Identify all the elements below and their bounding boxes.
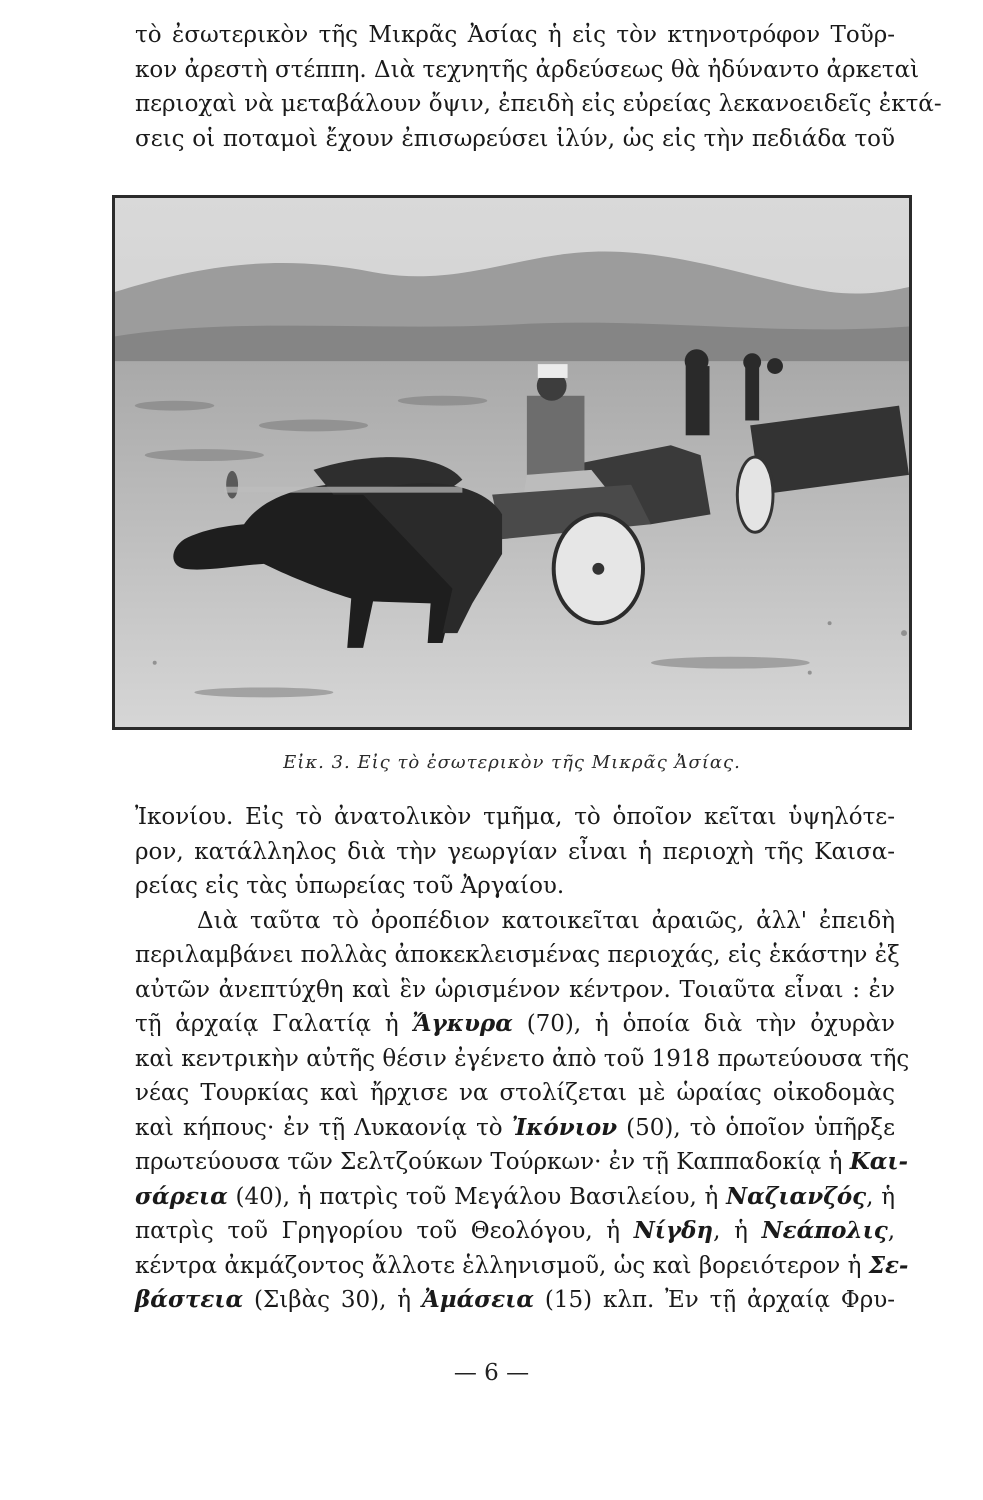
place-name: Ναζιανζός (726, 1182, 867, 1210)
text-run: Ἰκονίου. Εἰς τὸ ἀνατολικὸν τμῆμα, τὸ ὁποῖον κεῖται ὑψηλότε- (135, 804, 895, 830)
text-run: πρωτεύουσα τῶν Σελτζούκων Τούρκων· ἐν τῇ Καππαδοκίᾳ ἡ (135, 1149, 850, 1175)
text-line (135, 1076, 895, 1111)
text-line (135, 1214, 895, 1249)
text-run: κέντρα ἀκμάζοντος ἄλλοτε ἑλληνισμοῦ, ὡς καὶ βορειότερον ἡ (135, 1252, 869, 1279)
text-run: ρον, κατάλληλος διὰ τὴν γεωργίαν εἶναι ἡ περιοχὴ τῆς Καισα- (135, 838, 895, 865)
text-run: (50), τὸ ὁποῖον ὑπῆρξε (617, 1114, 895, 1141)
text-run: (40), ἡ πατρὶς τοῦ Μεγάλου Βασιλείου, ἡ (227, 1183, 727, 1210)
text-line (135, 904, 895, 939)
text-run: (Σιβὰς 30), ἡ (243, 1287, 422, 1313)
text-line: κον ἀρεστὴ στέππη. Διὰ τεχνητῆς ἀρδεύσεως θὰ ἠδύναντο ἀρκεταὶ (135, 56, 920, 83)
place-name: Ἄγκυρα (412, 1010, 513, 1037)
place-name: Σε- (868, 1251, 909, 1279)
place-name: Νεάπολις (761, 1217, 888, 1244)
place-name: Και- (849, 1148, 909, 1175)
photograph-ox-carts (112, 195, 912, 730)
text-run: περιλαμβάνει πολλὰς ἀποκεκλεισμένας περιοχάς, εἰς ἑκάστην ἐξ (135, 942, 900, 968)
text-run: τῇ ἀρχαίᾳ Γαλατίᾳ ἡ (135, 1011, 413, 1037)
text-line (135, 973, 895, 1008)
text-line (135, 835, 895, 870)
text-line (135, 869, 895, 904)
place-name: Νίγδη (633, 1217, 714, 1244)
place-name: βάστεια (135, 1286, 244, 1313)
photo-illustration (115, 198, 909, 727)
text-line (135, 938, 900, 973)
text-run: , ἡ (713, 1218, 762, 1244)
top-paragraph (135, 18, 942, 156)
text-line (135, 1283, 895, 1318)
text-run: καὶ κεντρικὴν αὐτῆς θέσιν ἐγένετο ἀπὸ τοῦ 1918 πρωτεύουσα τῆς (135, 1045, 910, 1072)
text-line (135, 1180, 895, 1215)
place-name: Ἀμάσεια (421, 1286, 535, 1313)
page-number: — 6 — (453, 1360, 530, 1386)
text-line (135, 1249, 909, 1284)
place-name: σάρεια (135, 1182, 228, 1210)
text-run: καὶ κήπους· ἐν τῇ Λυκαονίᾳ τὸ (135, 1114, 512, 1141)
text-line (135, 800, 895, 835)
bottom-paragraph (135, 800, 910, 1318)
text-run: πατρὶς τοῦ Γρηγορίου τοῦ Θεολόγου, ἡ (135, 1218, 634, 1244)
figure-caption: Εἰκ. 3. Εἰς τὸ ἐσωτερικὸν τῆς Μικρᾶς Ἀσίας. (283, 752, 741, 773)
text-run: νέας Τουρκίας καὶ ἤρχισε να στολίζεται μὲ ὡραίας οἰκοδομὰς (135, 1080, 895, 1106)
text-line (135, 1111, 895, 1146)
text-run: αὐτῶν ἀνεπτύχθη καὶ ἓν ὡρισμένον κέντρον. Τοιαῦτα εἶναι : ἐν (135, 976, 895, 1003)
text-run: ρείας εἰς τὰς ὑπωρείας τοῦ Ἀργαίου. (135, 873, 565, 899)
text-line: τὸ ἐσωτερικὸν τῆς Μικρᾶς Ἀσίας ἡ εἰς τὸν κτηνοτρόφον Τοῦρ- (135, 22, 895, 48)
text-run: (70), ἡ ὁποία διὰ τὴν ὀχυρὰν (512, 1011, 895, 1037)
text-line (135, 1042, 910, 1077)
text-run: (15) κλπ. Ἐν τῇ ἀρχαίᾳ Φρυ- (534, 1287, 895, 1313)
place-name: Ἰκόνιον (511, 1113, 618, 1141)
text-run: , ἡ (866, 1183, 896, 1210)
text-line: περιοχαὶ νὰ μεταβάλουν ὄψιν, ἐπειδὴ εἰς εὐρείας λεκανοειδεῖς ἐκτά- (135, 91, 942, 117)
text-run: , (887, 1218, 896, 1244)
text-line (135, 1145, 909, 1180)
text-line: σεις οἱ ποταμοὶ ἔχουν ἐπισωρεύσει ἰλύν, ὡς εἰς τὴν πεδιάδα τοῦ (135, 125, 895, 152)
text-line (135, 1007, 895, 1042)
text-run: Διὰ ταῦτα τὸ ὀροπέδιον κατοικεῖται ἀραιῶς, ἀλλ' ἐπειδὴ (197, 907, 895, 934)
